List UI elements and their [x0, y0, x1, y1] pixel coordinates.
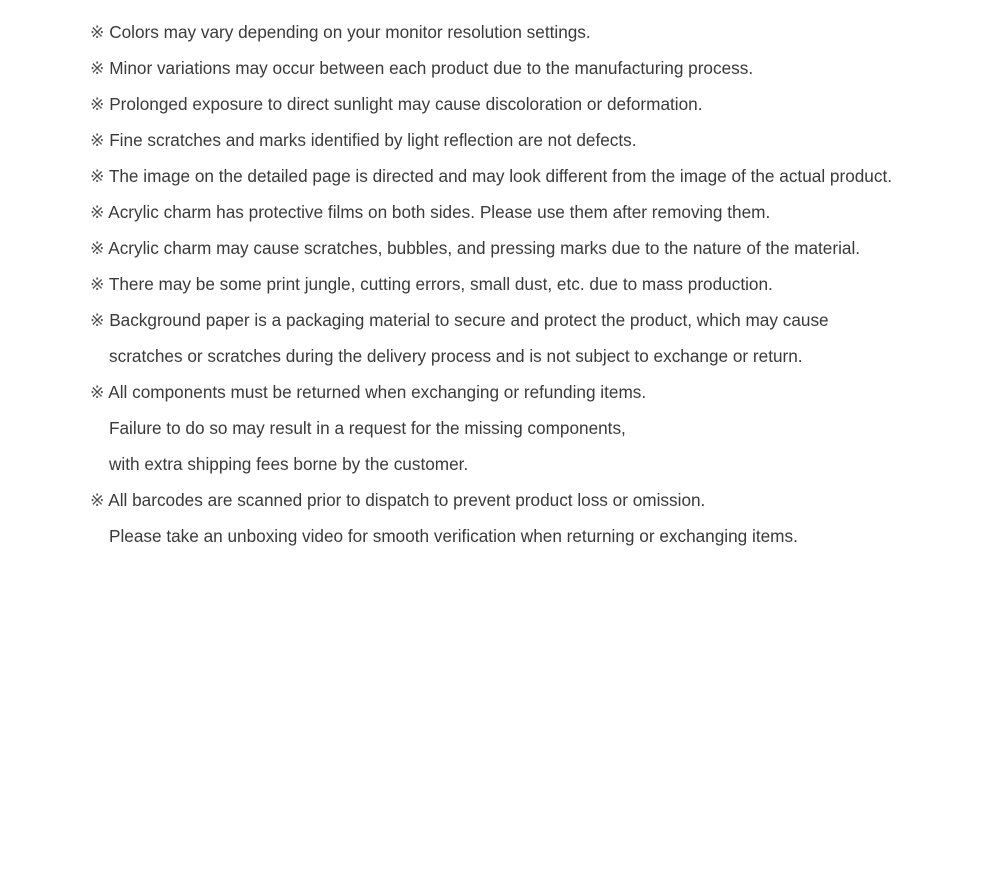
notice-text: Prolonged exposure to direct sunlight may cause discoloration or deformation. — [109, 94, 703, 114]
notice-text: Fine scratches and marks identified by light reflection are not defects. — [109, 130, 637, 150]
notice-text-continuation: Please take an unboxing video for smooth verification when returning or exchanging items. — [109, 526, 798, 546]
notice-text-continuation: with extra shipping fees borne by the customer. — [109, 454, 469, 474]
notice-text: All components must be returned when exchanging or refunding items. — [108, 382, 647, 402]
notice-item-barcodes — [90, 482, 998, 554]
reference-mark-icon: ※ — [90, 94, 105, 114]
notice-item-background-paper — [90, 302, 998, 374]
notice-item-sunlight — [90, 86, 998, 122]
notice-item-components — [90, 374, 998, 482]
notice-item-colors — [90, 14, 998, 50]
reference-mark-icon: ※ — [90, 130, 105, 150]
notice-item-mass-production — [90, 266, 998, 302]
notice-text: Colors may vary depending on your monitor resolution settings. — [109, 22, 591, 42]
notice-list — [90, 14, 998, 554]
notice-item-image — [90, 158, 998, 194]
notice-text: There may be some print jungle, cutting errors, small dust, etc. due to mass production. — [108, 274, 773, 294]
notice-text: All barcodes are scanned prior to dispatch to prevent product loss or omission. — [108, 490, 706, 510]
reference-mark-icon: ※ — [90, 166, 105, 186]
notice-text: Background paper is a packaging material to secure and protect the product, which may cause — [109, 310, 829, 330]
notice-text: Acrylic charm has protective films on both sides. Please use them after removing them. — [108, 202, 771, 222]
notice-item-protective-film — [90, 194, 998, 230]
reference-mark-icon: ※ — [90, 490, 105, 510]
reference-mark-icon: ※ — [90, 22, 105, 42]
notice-text: Acrylic charm may cause scratches, bubbles, and pressing marks due to the nature of the material. — [108, 238, 861, 258]
notice-item-variations — [90, 50, 998, 86]
notice-item-acrylic-marks — [90, 230, 998, 266]
notice-item-scratches — [90, 122, 998, 158]
notice-text-continuation: Failure to do so may result in a request for the missing components, — [109, 418, 626, 438]
reference-mark-icon: ※ — [90, 202, 105, 222]
reference-mark-icon: ※ — [90, 274, 105, 294]
reference-mark-icon: ※ — [90, 238, 105, 258]
reference-mark-icon: ※ — [90, 382, 105, 402]
reference-mark-icon: ※ — [90, 310, 105, 330]
reference-mark-icon: ※ — [90, 58, 105, 78]
notice-text: Minor variations may occur between each product due to the manufacturing process. — [109, 58, 754, 78]
notice-text-continuation: scratches or scratches during the delivery process and is not subject to exchange or return. — [109, 346, 803, 366]
notice-text: The image on the detailed page is directed and may look different from the image of the actual product. — [108, 166, 893, 186]
